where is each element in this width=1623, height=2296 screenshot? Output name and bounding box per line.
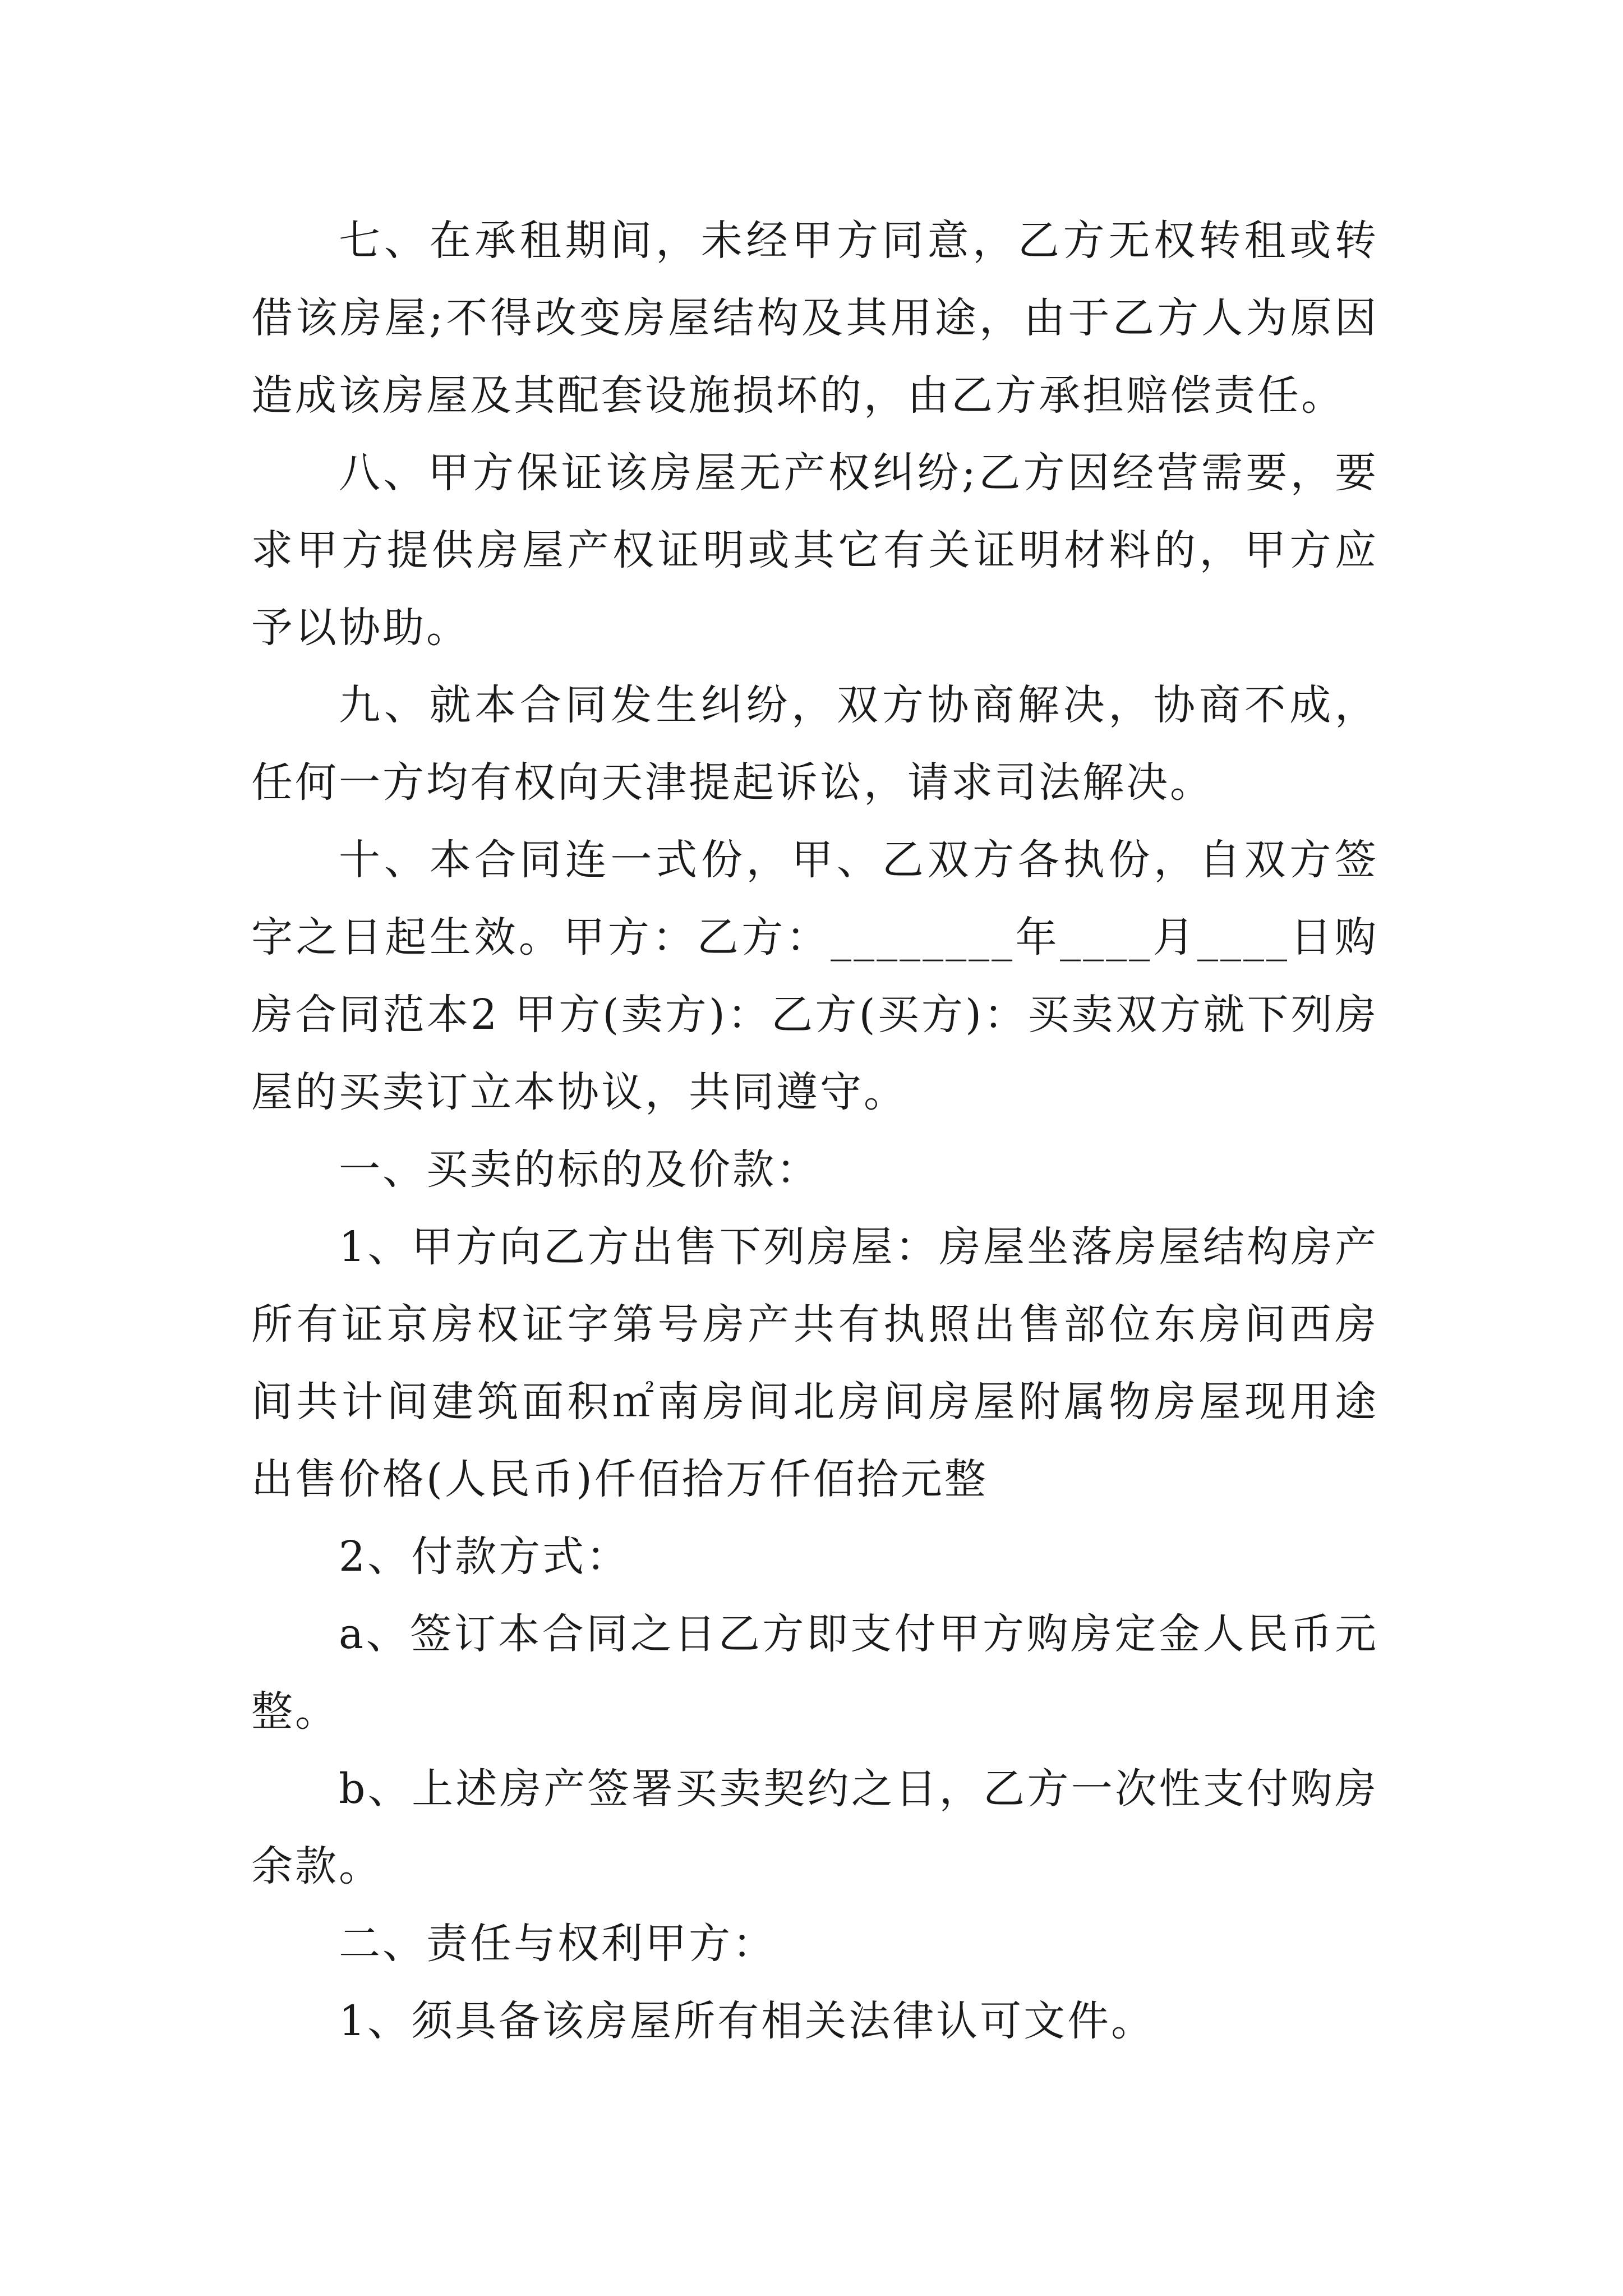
paragraph-7: 七、在承租期间，未经甲方同意，乙方无权转租或转借该房屋;不得改变房屋结构及其用途，由于乙方人为原因造成该房屋及其配套设施损坏的，由乙方承担赔偿责任。	[251, 217, 1378, 420]
item-2-payment-method: 2、付款方式：	[339, 1533, 630, 1581]
paragraph-9: 九、就本合同发生纠纷，双方协商解决，协商不成，任何一方均有权向天津提起诉讼，请求司法解决。	[251, 681, 1378, 807]
item-b-balance: b、上述房产签署买卖契约之日，乙方一次性支付购房余款。	[251, 1765, 1378, 1890]
document-body	[251, 202, 1378, 2060]
paragraph-10: 十、本合同连一式份，甲、乙双方各执份，自双方签字之日起生效。甲方：乙方：________年____月____日购房合同范本2 甲方(卖方)：乙方(买方)：买卖双方就下列房屋的买卖订立本协议，共同遵守。	[251, 836, 1378, 1116]
paragraph-8: 八、甲方保证该房屋无产权纠纷;乙方因经营需要，要求甲方提供房屋产权证明或其它有关证明材料的，甲方应予以协助。	[251, 449, 1378, 652]
item-1-sale-details: 1、甲方向乙方出售下列房屋：房屋坐落房屋结构房产所有证京房权证字第号房产共有执照出售部位东房间西房间共计间建筑面积㎡南房间北房间房屋附属物房屋现用途出售价格(人民币)仟佰拾万仟佰拾元整	[251, 1223, 1378, 1503]
section-2-heading: 二、责任与权利甲方：	[339, 1920, 776, 1968]
item-a-deposit: a、签订本合同之日乙方即支付甲方购房定金人民币元整。	[251, 1610, 1378, 1736]
item-1-legal-documents: 1、须具备该房屋所有相关法律认可文件。	[339, 1997, 1155, 2045]
section-1-heading: 一、买卖的标的及价款：	[339, 1145, 820, 1194]
